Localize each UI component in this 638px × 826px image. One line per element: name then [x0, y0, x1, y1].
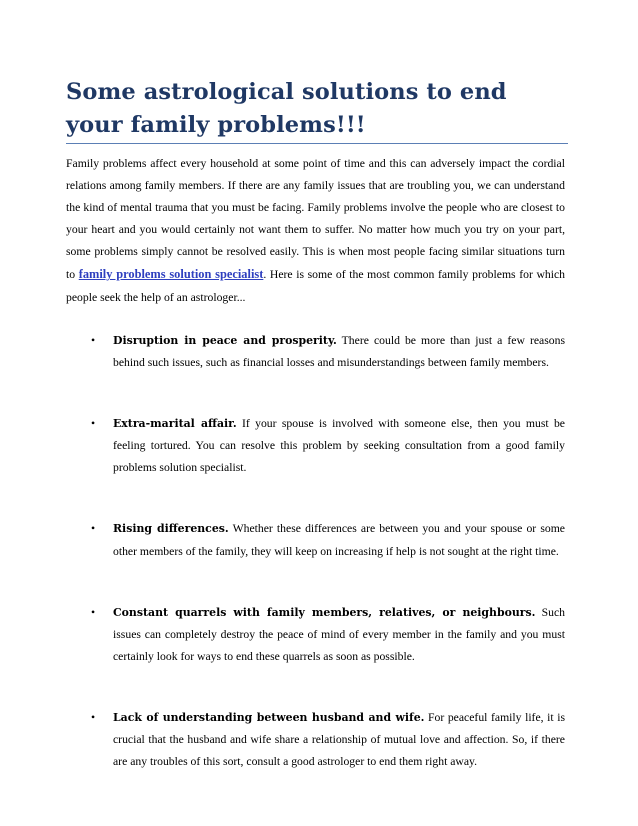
list-item-heading: Disruption in peace and prosperity.: [113, 334, 337, 347]
bullet-icon: •: [91, 334, 96, 347]
list-item-heading: Constant quarrels with family members, relatives, or neighbours.: [113, 605, 536, 619]
list-item-disruption: [66, 330, 565, 374]
bullet-icon: •: [91, 522, 96, 536]
bullet-icon: •: [91, 417, 96, 431]
list-item-lack-of-understanding: [66, 707, 565, 773]
list-item-constant-quarrels: [66, 602, 565, 668]
bullet-icon: •: [91, 605, 96, 619]
list-item-text: For peaceful family life, it is crucial that the husband and wife share a relationship of mutual love and affection. So, if there are any troubles of this sort, consult a good astrologer to end them right away.: [113, 710, 565, 769]
list-item-heading: Rising differences.: [113, 522, 229, 536]
bullet-icon: •: [91, 710, 96, 724]
problem-list: [66, 330, 565, 812]
list-item-text: Whether these differences are between you and your spouse or some other members of the family, they will keep on increasing if help is not sought at the right time.: [113, 522, 565, 558]
list-item-text: There could be more than just a few reasons behind such issues, such as financial losses and misunderstandings between family members.: [113, 334, 565, 370]
family-problems-specialist-link[interactable]: family problems solution specialist: [78, 267, 264, 282]
intro-text-before-link: Family problems affect every household at some point of time and this can adversely impact the cordial relations among family members. If there are any family issues that are troubling you, we can understand the kind of mental trauma that you must be facing. Family problems involve the people who are closest to your heart and you would certainly not want them to suffer. No matter how much you try on your part, some problems simply cannot be resolved easily. This is when most people facing similar situations turn to: [66, 157, 565, 282]
title-underline-divider: [66, 143, 568, 144]
list-item-rising-differences: [66, 518, 565, 562]
intro-paragraph: [66, 153, 565, 309]
list-item-text: If your spouse is involved with someone else, then you must be feeling tortured. You can resolve this problem by seeking consultation from a good family problems solution specialist.: [113, 417, 565, 475]
list-item-heading: Extra-marital affair.: [113, 417, 237, 431]
intro-text-after-link: . Here is some of the most common family problems for which people seek the help of an astrologer...: [66, 268, 566, 304]
list-item-text: Such issues can completely destroy the peace of mind of every member in the family and you must certainly look for ways to end these quarrels as soon as possible.: [113, 605, 566, 663]
list-item-extra-marital: [66, 413, 565, 479]
page-title: Some astrological solutions to end your family problems!!!: [66, 79, 507, 138]
list-item-heading: Lack of understanding between husband and wife.: [113, 710, 425, 724]
